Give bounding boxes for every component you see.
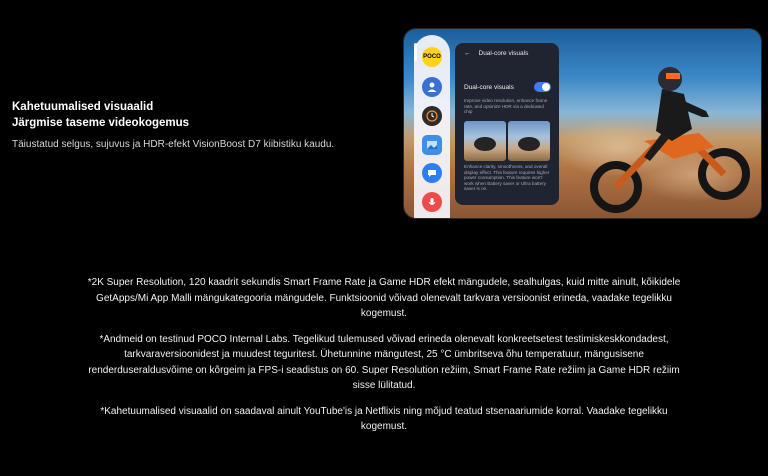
recorder-app-icon[interactable] [422, 192, 442, 212]
dual-core-visuals-panel [455, 43, 559, 205]
hero-description: Täiustatud selgus, sujuvus ja HDR-efekt VisionBoost D7 kiibistiku kaudu. [12, 139, 335, 150]
messages-app-icon[interactable] [422, 163, 442, 183]
sidebar-handle[interactable] [414, 43, 417, 61]
footnote: *Andmeid on testinud POCO Internal Labs. Tegelikud tulemused võivad erineda olenevalt konkreetsetest testimiskeskkondadest, tarkvaraversioonidest ja muudest teguritest. Ühetunnine mängutest, 25 °C ümbritseva õhu temperatuur, mängusisene renderduseraldusvõime on kõrgeim ja FPS-i seadistus on 60. Super Resolution režiim, Smart Frame Rate režiim ja Game HDR režiim sisse lülitatud. [88, 333, 680, 391]
preview-thumbnail-before [464, 121, 506, 161]
footnotes [80, 275, 688, 445]
preview-thumbnail-after [508, 121, 550, 161]
panel-title: Dual-core visuals [478, 50, 529, 57]
panel-description: Improve video resolution, enhance frame rate, and optimize HDR via a dedicated chip [464, 98, 548, 115]
motocross-rider-image [574, 49, 759, 218]
hero-section [12, 99, 392, 152]
dual-core-toggle-row[interactable] [464, 82, 551, 92]
gallery-app-icon[interactable] [422, 135, 442, 155]
dual-core-toggle-switch[interactable] [534, 82, 551, 92]
panel-note: Enhance clarity, smoothness, and overall display effect. This feature requires higher power consumption. This feature won't work when Battery saver or Ultra battery saver is on. [464, 164, 550, 192]
footnote: *Kahetuumalised visuaalid on saadaval ainult YouTube'is ja Netflixis ning mõjud teatud stsenaariumide korral. Vaadake tegelikku kogemust. [100, 405, 668, 432]
poco-app-icon[interactable]: POCO [422, 47, 442, 67]
clock-app-icon[interactable] [422, 106, 442, 126]
toggle-label: Dual-core visuals [464, 83, 514, 91]
back-arrow-icon[interactable]: ← [464, 50, 471, 57]
footnote: *2K Super Resolution, 120 kaadrit sekundis Smart Frame Rate ja Game HDR efekt mängudele, sealhulgas, kuid mitte ainult, kõikidele GetApps/Mi App Malli mängukategooria mängudele. Funktsioonid võivad olenevalt tarkvara versioonist erineda, vaadake tegelikku kogemust. [87, 277, 681, 319]
panel-header [464, 50, 528, 57]
phone-screenshot [404, 29, 761, 218]
hero-title-line1: Kahetuumalised visuaalid [12, 101, 154, 113]
contacts-app-icon[interactable] [422, 77, 442, 97]
hero-title-line2: Järgmise taseme videokogemus [12, 117, 190, 129]
app-sidebar [414, 35, 450, 218]
hero-title [12, 99, 392, 131]
